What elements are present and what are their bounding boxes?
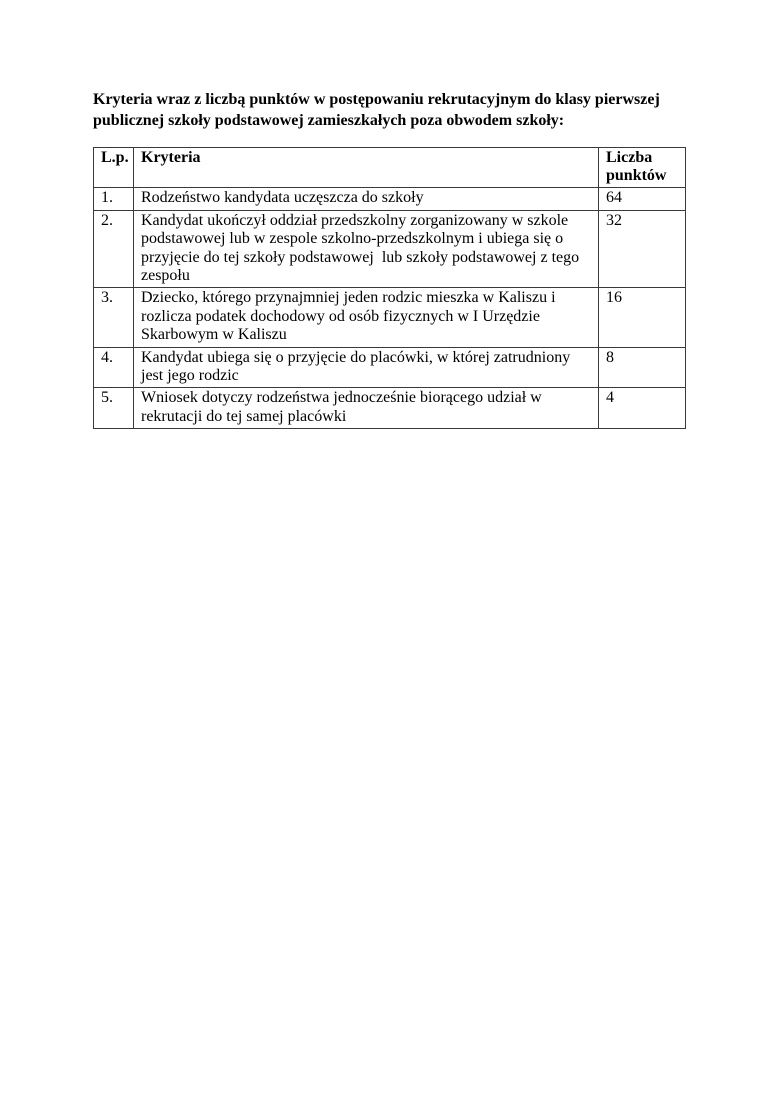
cell-criteria: Rodzeństwo kandydata uczęszcza do szkoły	[134, 188, 599, 210]
cell-criteria: Dziecko, którego przynajmniej jeden rodzic mieszka w Kaliszu i rozlicza podatek dochodowy od osób fizycznych w I Urzędzie Skarbowym w Kaliszu	[134, 288, 599, 347]
header-cell-points: Liczba punktów	[599, 147, 686, 188]
table-row	[94, 388, 686, 429]
header-cell-no: L.p.	[94, 147, 134, 188]
table-row	[94, 188, 686, 210]
document-title-line: Kryteria wraz z liczbą punktów w postępowaniu rekrutacyjnym do klasy pierwszej	[93, 91, 660, 108]
cell-no: 5.	[94, 388, 134, 429]
cell-points: 32	[599, 210, 686, 288]
cell-points: 64	[599, 188, 686, 210]
document-content	[93, 90, 687, 429]
cell-points: 8	[599, 347, 686, 388]
cell-no: 2.	[94, 210, 134, 288]
header-cell-criteria: Kryteria	[134, 147, 599, 188]
cell-criteria: Wniosek dotyczy rodzeństwa jednocześnie biorącego udział w rekrutacji do tej samej placówki	[134, 388, 599, 429]
table-header-row	[94, 147, 686, 188]
cell-criteria: Kandydat ubiega się o przyjęcie do placówki, w której zatrudniony jest jego rodzic	[134, 347, 599, 388]
document-title-line: publicznej szkoły podstawowej zamieszkałych poza obwodem szkoły:	[93, 111, 565, 129]
table-row	[94, 347, 686, 388]
cell-points: 16	[599, 288, 686, 347]
cell-points: 4	[599, 388, 686, 429]
cell-criteria: Kandydat ukończył oddział przedszkolny zorganizowany w szkole podstawowej lub w zespole szkolno-przedszkolnym i ubiega się o przyjęcie do tej szkoły podstawowej lub szkoły podstawowej z tego zespołu	[134, 210, 599, 288]
table-row	[94, 210, 686, 288]
document-title	[93, 90, 687, 132]
cell-no: 3.	[94, 288, 134, 347]
cell-no: 1.	[94, 188, 134, 210]
cell-no: 4.	[94, 347, 134, 388]
criteria-table	[93, 147, 686, 429]
table-row	[94, 288, 686, 347]
